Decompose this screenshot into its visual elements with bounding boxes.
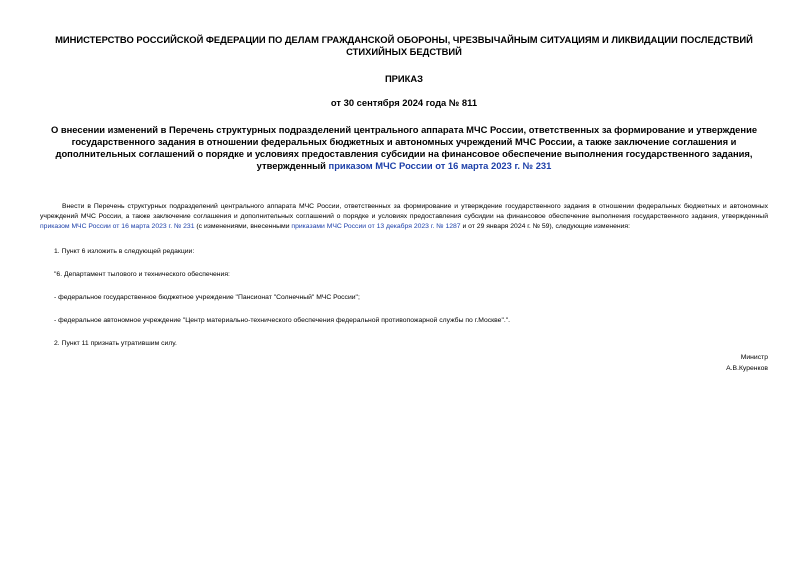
intro-text-part2: (с изменениями, внесенными: [194, 223, 292, 230]
document-page: [40, 34, 768, 372]
intro-order-231-link[interactable]: приказом МЧС России от 16 марта 2023 г. № 231: [40, 223, 195, 230]
order-subject: [40, 124, 768, 172]
item-autonomous-institution: - федеральное автономное учреждение "Центр материально-технического обеспечения федеральной противопожарной службы по г.Москве".".: [54, 317, 511, 324]
ministry-name: МИНИСТЕРСТВО РОССИЙСКОЙ ФЕДЕРАЦИИ ПО ДЕЛАМ ГРАЖДАНСКОЙ ОБОРОНЫ, ЧРЕЗВЫЧАЙНЫМ СИТУАЦИЯМ И ЛИКВИДАЦИИ ПОСЛЕДСТВИЙ СТИХИЙНЫХ БЕДСТВИЙ: [55, 34, 753, 57]
subject-text: О внесении изменений в Перечень структурных подразделений центрального аппарата МЧС России, ответственных за формирование и утверждение государственного задания в отношении федеральных бюджетных и автономных учреждений МЧС России, а также заключение соглашения и дополнительных соглашений о порядке и условиях предоставления субсидии на финансовое обеспечение выполнения государственного задания, утвержденный: [50, 124, 758, 171]
order-type: ПРИКАЗ: [384, 73, 424, 84]
intro-paragraph: [40, 202, 768, 232]
intro-text-part1: Внести в Перечень структурных подразделений центрального аппарата МЧС России, ответственных за формирование и утверждение государственного задания в отношении федеральных бюджетных и автономных учреждений МЧС России, а также заключение соглашения и дополнительных соглашений о порядке и условиях предоставления субсидии на финансовое обеспечение выполнения государственного задания, утвержденный: [40, 203, 768, 220]
item-point-11: 2. Пункт 11 признать утратившим силу.: [54, 340, 177, 347]
intro-order-1287-link[interactable]: приказами МЧС России от 13 декабря 2023 г. № 1287: [291, 223, 461, 230]
signature-position: Министр: [740, 354, 768, 361]
subject-order-link[interactable]: приказом МЧС России от 16 марта 2023 г. № 231: [328, 160, 552, 171]
order-date: от 30 сентября 2024 года № 811: [330, 97, 478, 108]
item-department: "6. Департамент тылового и технического обеспечения:: [54, 271, 230, 278]
intro-text-part3: и от 29 января 2024 г. № 59), следующие изменения:: [460, 223, 631, 230]
item-budget-institution: - федеральное государственное бюджетное учреждение "Пансионат "Солнечный" МЧС России";: [54, 294, 360, 301]
signature-name: А.В.Куренков: [726, 365, 768, 372]
signature-block: [726, 352, 768, 374]
item-point-6: 1. Пункт 6 изложить в следующей редакции:: [54, 248, 195, 255]
